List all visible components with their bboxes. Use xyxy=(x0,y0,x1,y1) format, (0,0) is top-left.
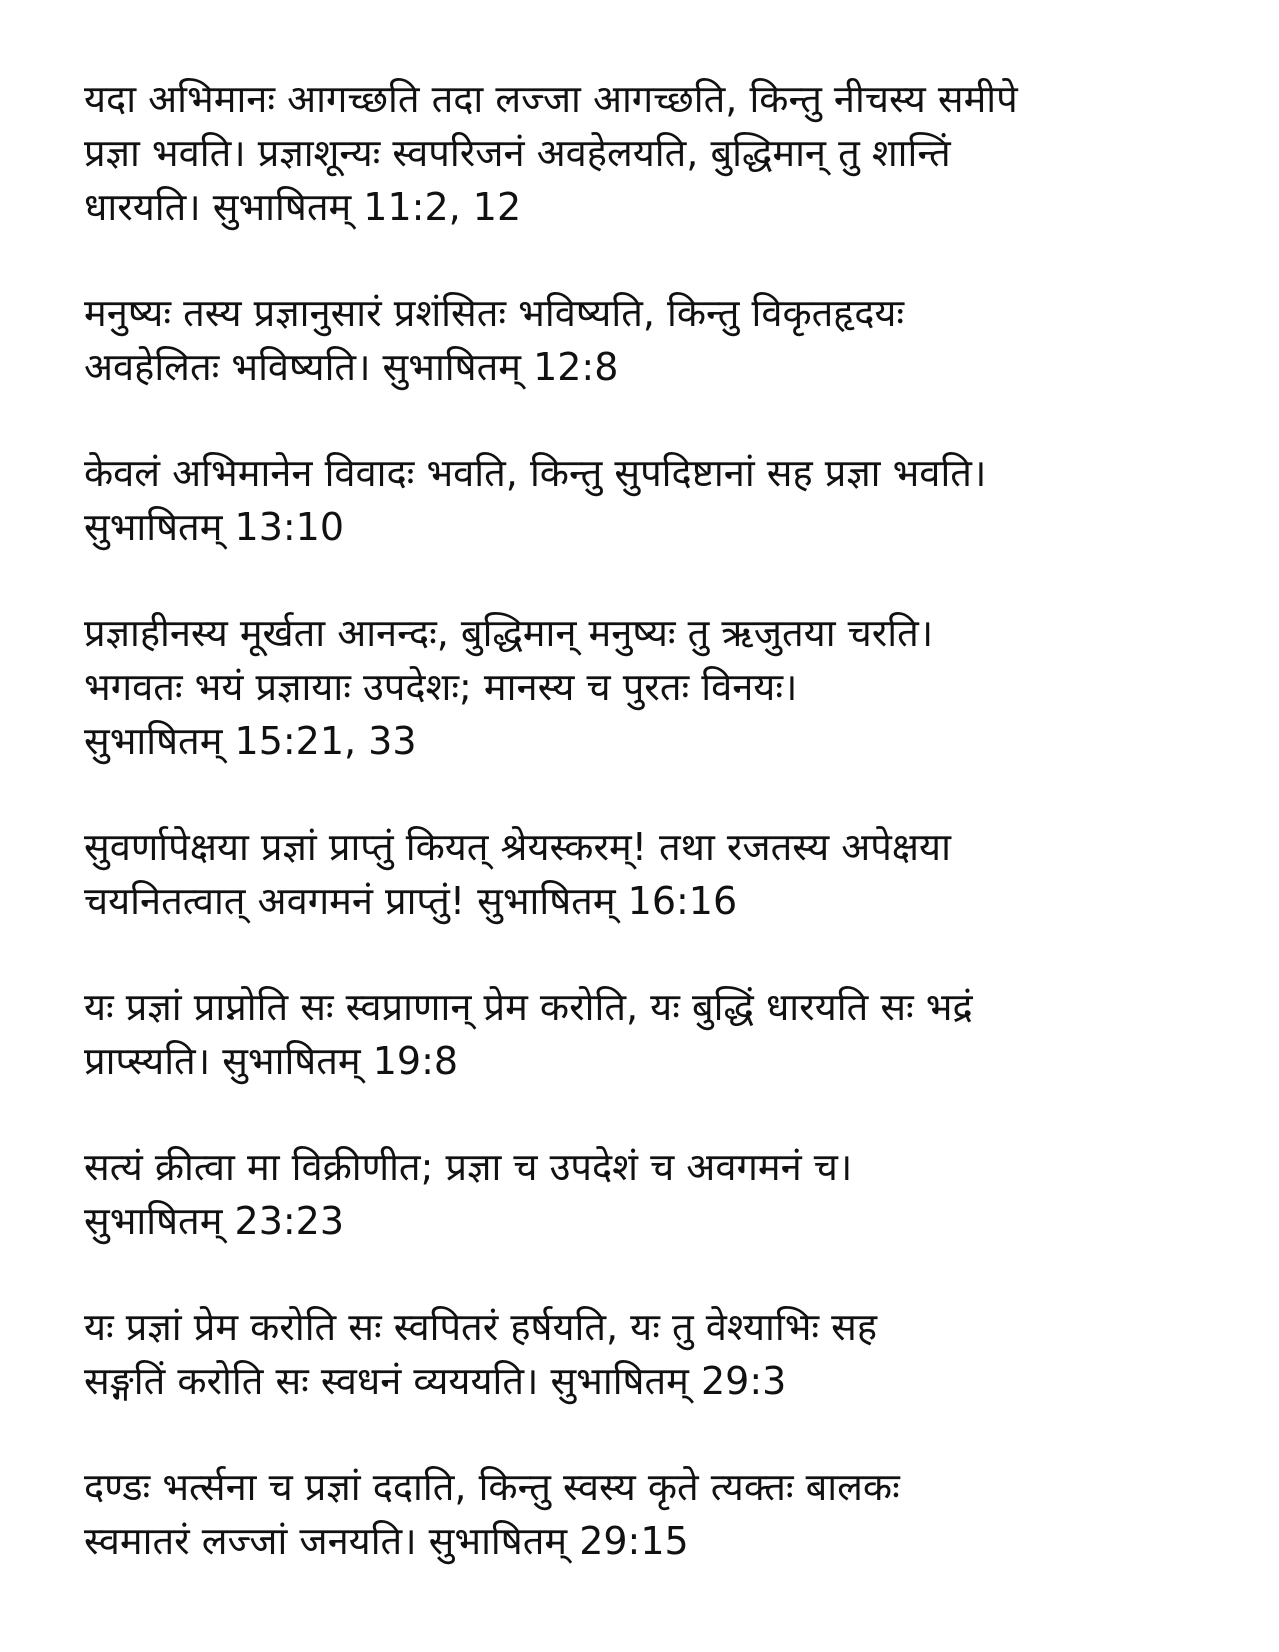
verse-block xyxy=(84,286,1214,394)
verse-block xyxy=(84,446,1214,554)
verse-block xyxy=(84,606,1214,768)
verse-block xyxy=(84,1300,1214,1408)
verse-line: सङ्गतिं करोति सः स्वधनं व्यययति। सुभाषितम् 29:3 xyxy=(84,1359,787,1403)
verse-line: दण्डः भर्त्सना च प्रज्ञां ददाति, किन्तु स्वस्य कृते त्यक्तः बालकः xyxy=(84,1465,900,1509)
verse-line: चयनितत्वात् अवगमनं प्राप्तुं! सुभाषितम् 16:16 xyxy=(84,879,738,923)
verse-line: स्वमातरं लज्जां जनयति। सुभाषितम् 29:15 xyxy=(84,1519,689,1563)
verse-line: सुभाषितम् 13:10 xyxy=(84,505,345,549)
verse-line: यदा अभिमानः आगच्छति तदा लज्जा आगच्छति, किन्तु नीचस्य समीपे xyxy=(84,77,1018,121)
verse-line: प्राप्स्यति। सुभाषितम् 19:8 xyxy=(84,1039,459,1083)
verse-line: धारयति। सुभाषितम् 11:2, 12 xyxy=(84,185,522,229)
verse-line: मनुष्यः तस्य प्रज्ञानुसारं प्रशंसितः भविष्यति, किन्तु विकृतहृदयः xyxy=(84,291,905,335)
verse-block xyxy=(84,1140,1214,1248)
verse-line: सत्यं क्रीत्वा मा विक्रीणीत; प्रज्ञा च उपदेशं च अवगमनं च। xyxy=(84,1145,853,1189)
verse-line: सुवर्णापेक्षया प्रज्ञां प्राप्तुं कियत् श्रेयस्करम्! तथा रजतस्य अपेक्षया xyxy=(84,825,951,869)
verse-line: प्रज्ञा भवति। प्रज्ञाशून्यः स्वपरिजनं अवहेलयति, बुद्धिमान् तु शान्तिं xyxy=(84,131,951,175)
verse-line: सुभाषितम् 23:23 xyxy=(84,1199,345,1243)
verse-line: यः प्रज्ञां प्रेम करोति सः स्वपितरं हर्षयति, यः तु वेश्याभिः सह xyxy=(84,1305,878,1349)
verse-line: सुभाषितम् 15:21, 33 xyxy=(84,719,417,763)
verse-line: भगवतः भयं प्रज्ञायाः उपदेशः; मानस्य च पुरतः विनयः। xyxy=(84,665,798,709)
verse-block xyxy=(84,820,1214,928)
verse-line: अवहेलितः भविष्यति। सुभाषितम् 12:8 xyxy=(84,345,619,389)
verse-line: यः प्रज्ञां प्राप्नोति सः स्वप्राणान् प्रेम करोति, यः बुद्धिं धारयति सः भद्रं xyxy=(84,985,973,1029)
document-page xyxy=(84,72,1214,1620)
verse-block xyxy=(84,980,1214,1088)
verse-line: प्रज्ञाहीनस्य मूर्खता आनन्दः, बुद्धिमान् मनुष्यः तु ऋजुतया चरति। xyxy=(84,611,934,655)
verse-block xyxy=(84,1460,1214,1568)
verse-block xyxy=(84,72,1214,234)
verse-line: केवलं अभिमानेन विवादः भवति, किन्तु सुपदिष्टानां सह प्रज्ञा भवति। xyxy=(84,451,987,495)
